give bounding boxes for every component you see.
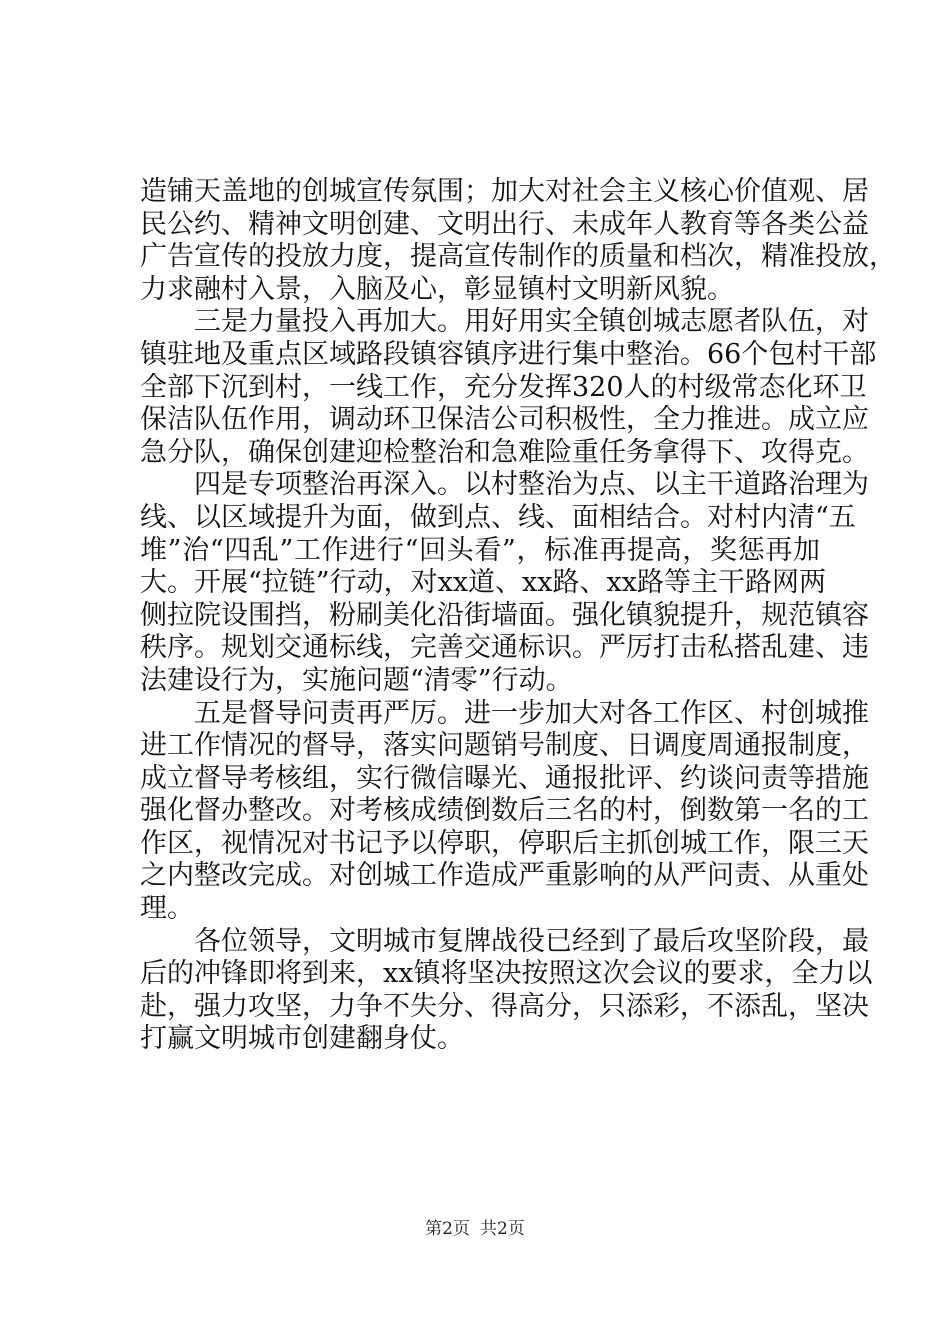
text-line: 线、以区域提升为面，做到点、线、面相结合。对村内清“五	[140, 501, 856, 533]
text-line: 大。开展“拉链”行动，对xx道、xx路、xx路等主干路网两	[140, 567, 826, 599]
text-line: 四是专项整治再深入。以村整治为点、以主干道路治理为	[194, 469, 869, 501]
text-line: 民公约、精神文明创建、文明出行、未成年人教育等各类公益	[140, 208, 869, 240]
text-line: 急分队，确保创建迎检整治和急难险重任务拿得下、攻得克。	[140, 436, 869, 468]
text-line: 全部下沉到村，一线工作，充分发挥320人的村级常态化环卫	[140, 371, 867, 403]
text-line: 强化督办整改。对考核成绩倒数后三名的村，倒数第一名的工	[140, 795, 869, 827]
text-line: 之内整改完成。对创城工作造成严重影响的从严问责、从重处	[140, 860, 869, 892]
text-line: 赴，强力攻坚，力争不失分、得高分，只添彩，不添乱，坚决	[140, 990, 869, 1022]
text-line: 法建设行为，实施问题“清零”行动。	[140, 664, 573, 696]
text-line: 侧拉院设围挡，粉刷美化沿街墙面。强化镇貌提升，规范镇容	[140, 599, 869, 631]
text-line: 保洁队伍作用，调动环卫保洁公司积极性，全力推进。成立应	[140, 404, 869, 436]
text-line: 进工作情况的督导，落实问题销号制度、日调度周通报制度，	[140, 730, 869, 762]
page-footer	[0, 1214, 950, 1239]
text-line: 后的冲锋即将到来，xx镇将坚决按照这次会议的要求，全力以	[140, 958, 873, 990]
document-body	[140, 176, 896, 1056]
text-line: 五是督导问责再严厉。进一步加大对各工作区、村创城推	[194, 697, 869, 729]
text-line: 力求融村入景，入脑及心，彰显镇村文明新风貌。	[140, 273, 734, 305]
text-line: 广告宣传的投放力度，提高宣传制作的质量和档次，精准投放，	[140, 241, 896, 273]
text-line: 秩序。规划交通标线，完善交通标识。严厉打击私搭乱建、违	[140, 632, 869, 664]
page-total: 共2页	[480, 1219, 525, 1239]
page-number: 第2页	[425, 1219, 470, 1239]
text-line: 成立督导考核组，实行微信曝光、通报批评、约谈问责等措施	[140, 762, 869, 794]
text-line: 理。	[140, 893, 194, 925]
text-line: 堆”治“四乱”工作进行“回头看”，标准再提高，奖惩再加	[140, 534, 820, 566]
text-line: 作区，视情况对书记予以停职，停职后主抓创城工作，限三天	[140, 827, 869, 859]
text-line: 各位领导，文明城市复牌战役已经到了最后攻坚阶段，最	[194, 925, 869, 957]
text-line: 三是力量投入再加大。用好用实全镇创城志愿者队伍，对	[194, 306, 869, 338]
text-line: 造铺天盖地的创城宣传氛围；加大对社会主义核心价值观、居	[140, 176, 869, 207]
text-line: 镇驻地及重点区域路段镇容镇序进行集中整治。66个包村干部	[140, 338, 877, 370]
text-line: 打赢文明城市创建翻身仗。	[140, 1023, 464, 1055]
